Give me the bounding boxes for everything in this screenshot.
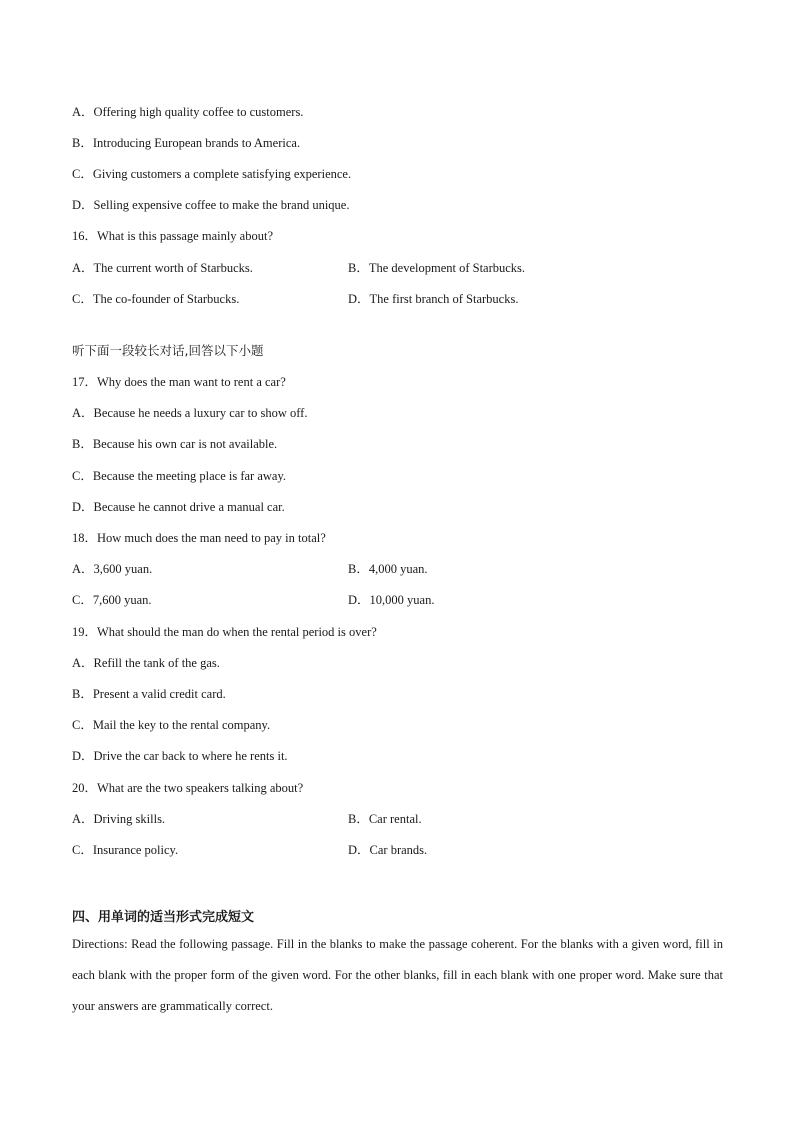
- q15-option-a: A．Offering high quality coffee to customers.: [72, 105, 304, 119]
- q20-option-d: D．Car brands.: [348, 843, 428, 857]
- q15-option-d: D．Selling expensive coffee to make the brand unique.: [72, 198, 350, 212]
- q16-option-c: C．The co-founder of Starbucks.: [72, 292, 240, 306]
- q16-option-b: B．The development of Starbucks.: [348, 261, 526, 275]
- q17-option-a: A．Because he needs a luxury car to show off.: [72, 406, 308, 420]
- q18-option-c: C．7,600 yuan.: [72, 593, 152, 607]
- q17-stem: 17．Why does the man want to rent a car?: [72, 375, 286, 389]
- q18-stem: 18．How much does the man need to pay in total?: [72, 531, 326, 545]
- q17-option-c: C．Because the meeting place is far away.: [72, 469, 287, 483]
- q16-option-d: D．The first branch of Starbucks.: [348, 292, 519, 306]
- part4-directions: Directions: Read the following passage. Fill in the blanks to make the passage coherent. For the blanks with a given word, fill in each blank with the proper form of the given word. For the other blanks, fill in each blank with one proper word. Make sure that your answers are grammatically correct.: [72, 937, 723, 1013]
- q18-option-b: B．4,000 yuan.: [348, 562, 428, 576]
- q20-stem: 20．What are the two speakers talking about?: [72, 781, 304, 795]
- q20-option-b: B．Car rental.: [348, 812, 422, 826]
- q19-option-c: C．Mail the key to the rental company.: [72, 718, 271, 732]
- q19-option-b: B．Present a valid credit card.: [72, 687, 226, 701]
- q17-option-b: B．Because his own car is not available.: [72, 437, 278, 451]
- q15-option-c: C．Giving customers a complete satisfying experience.: [72, 167, 352, 181]
- q19-option-d: D．Drive the car back to where he rents it.: [72, 749, 288, 763]
- q18-option-a: A．3,600 yuan.: [72, 562, 153, 576]
- q19-option-a: A．Refill the tank of the gas.: [72, 656, 220, 670]
- q19-stem: 19．What should the man do when the rental period is over?: [72, 625, 377, 639]
- q17-option-d: D．Because he cannot drive a manual car.: [72, 500, 285, 514]
- q20-option-a: A．Driving skills.: [72, 812, 166, 826]
- q15-option-b: B．Introducing European brands to America.: [72, 136, 301, 150]
- q16-stem: 16．What is this passage mainly about?: [72, 229, 274, 243]
- part4-heading: 四、用单词的适当形式完成短文: [72, 910, 255, 925]
- q16-option-a: A．The current worth of Starbucks.: [72, 261, 253, 275]
- q18-option-d: D．10,000 yuan.: [348, 593, 435, 607]
- q20-option-c: C．Insurance policy.: [72, 843, 179, 857]
- section-instruction: 听下面一段较长对话,回答以下小题: [72, 343, 264, 358]
